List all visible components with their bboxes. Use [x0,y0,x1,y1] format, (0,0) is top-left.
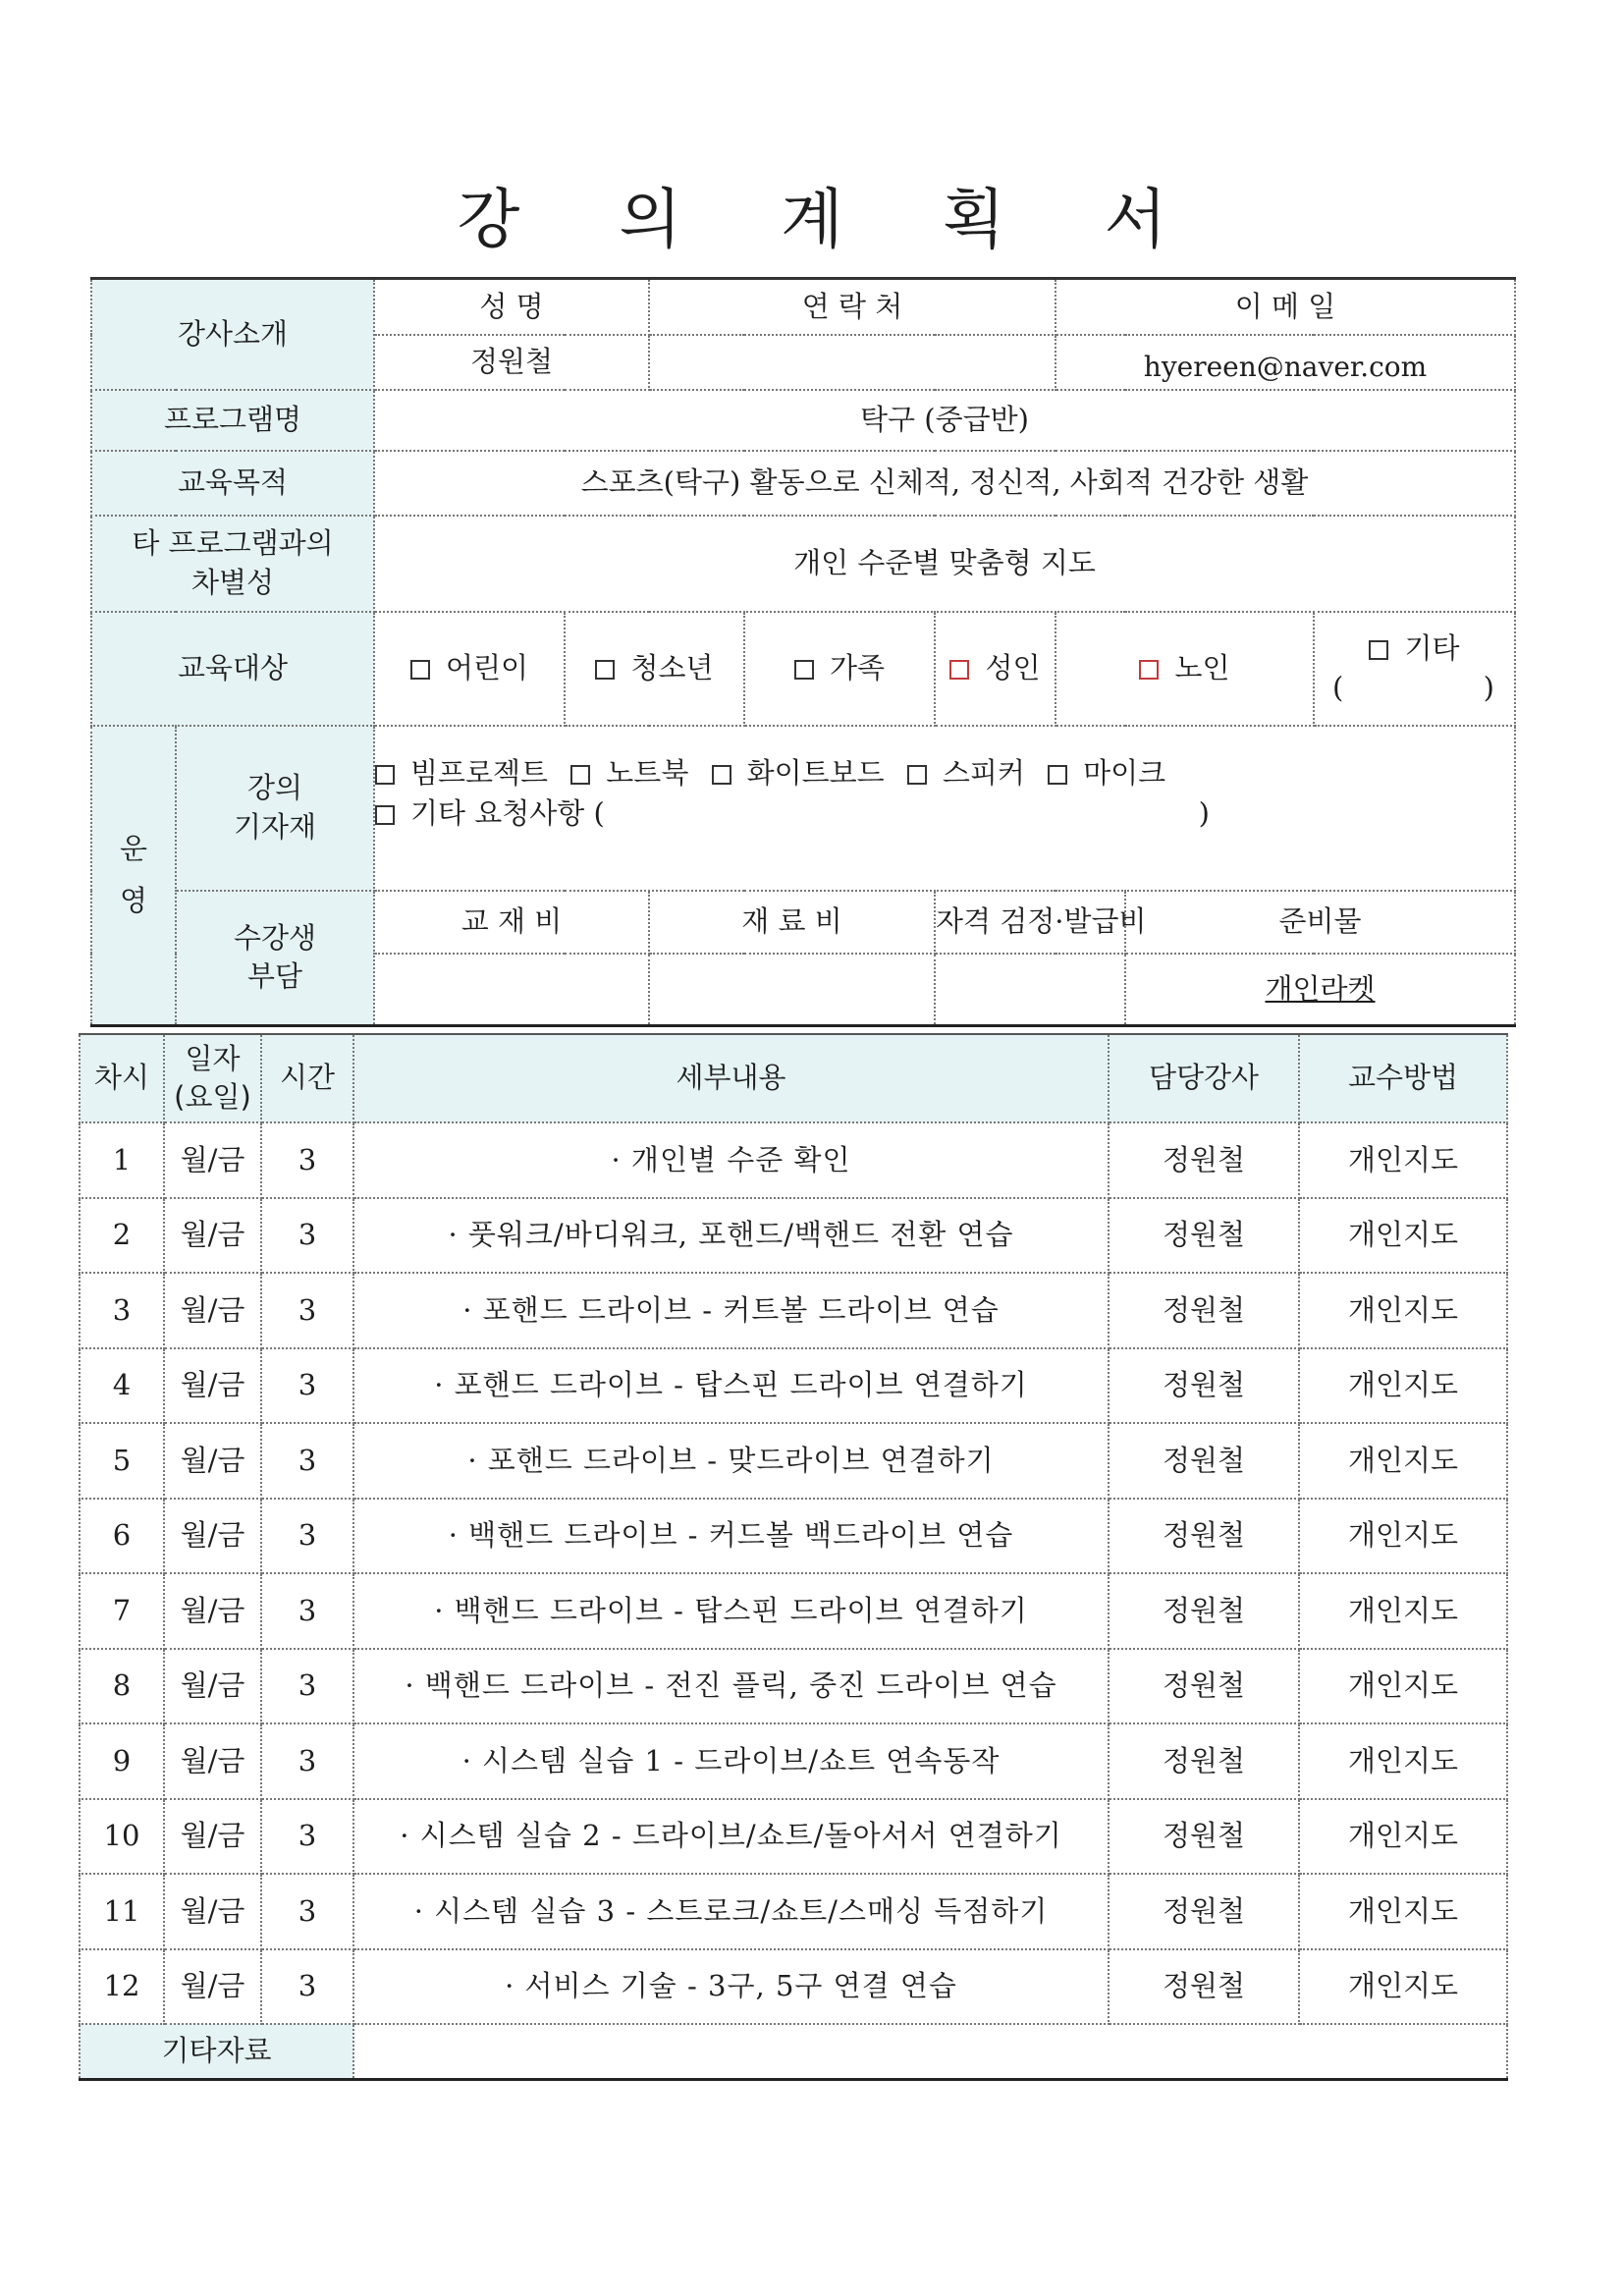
checkbox-icon[interactable] [1369,640,1388,660]
session-day: 월/금 [164,1348,261,1424]
session-detail: · 백핸드 드라이브 - 전진 플릭, 중진 드라이브 연습 [353,1649,1109,1724]
session-hours: 3 [261,1573,353,1649]
equipment-other-line[interactable] [375,793,1210,834]
session-instructor: 정원철 [1109,1499,1299,1574]
target-option-label: 노인 [1174,650,1230,684]
session-day: 월/금 [164,1649,261,1724]
session-detail: · 포핸드 드라이브 - 탑스핀 드라이브 연결하기 [353,1348,1109,1424]
checkbox-icon[interactable] [1048,765,1067,785]
target-option-label: 청소년 [630,650,714,684]
target-option-child[interactable] [374,612,565,726]
cost-header-certification: 자격 검정·발급비 [935,891,1125,954]
other-materials-value [353,2024,1507,2079]
cost-value-supplies: 개인라켓 [1125,954,1515,1026]
target-other-label: 기타 [1404,631,1460,666]
hours-header: 시간 [261,1034,353,1122]
schedule-row [80,1499,1507,1574]
checked-checkbox-icon[interactable] [1139,660,1159,680]
document-title: 강 의 계 획 서 [457,182,1207,257]
session-detail: · 포핸드 드라이브 - 커트볼 드라이브 연습 [353,1273,1109,1348]
schedule-row [80,1122,1507,1198]
instructor-name: 정원철 [374,335,649,390]
session-hours: 3 [261,1799,353,1875]
distinction-value: 개인 수준별 맞춤형 지도 [374,516,1515,612]
operation-label-line2: 영 [119,884,147,918]
equipment-option-whiteboard[interactable] [712,756,885,790]
equipment-option-label: 마이크 [1083,755,1166,790]
equipment-options [374,726,1515,891]
checkbox-icon[interactable] [375,805,395,825]
detail-header: 세부내용 [353,1034,1109,1122]
session-method: 개인지도 [1299,1649,1507,1724]
cost-label [176,891,374,1026]
session-instructor: 정원철 [1109,1723,1299,1799]
session-instructor: 정원철 [1109,1423,1299,1499]
schedule-row [80,1198,1507,1274]
checkbox-icon[interactable] [375,765,395,785]
session-number: 3 [80,1273,164,1348]
equipment-label-line1: 강의 [246,771,303,805]
equipment-option-label: 스피커 [942,755,1025,790]
session-number: 7 [80,1573,164,1649]
session-instructor: 정원철 [1109,1198,1299,1274]
session-day: 월/금 [164,1799,261,1875]
equipment-line [375,753,1514,793]
schedule-table [79,1033,1508,2081]
lecture-info-table [90,277,1516,1027]
cost-value-material [649,954,935,1026]
session-instructor: 정원철 [1109,1348,1299,1424]
program-name: 탁구 (중급반) [374,390,1515,451]
session-method: 개인지도 [1299,1273,1507,1348]
goal-label: 교육목적 [91,451,374,516]
session-header: 차시 [80,1034,164,1122]
session-hours: 3 [261,1499,353,1574]
date-header-line1: 일자 [185,1041,241,1075]
instructor-contact [649,335,1056,390]
instructor-header: 담당강사 [1109,1034,1299,1122]
target-other-close: ) [1483,670,1494,704]
session-instructor: 정원철 [1109,1649,1299,1724]
session-method: 개인지도 [1299,1348,1507,1424]
cost-label-line2: 부담 [246,959,303,994]
session-hours: 3 [261,1874,353,1949]
cost-label-line1: 수강생 [233,921,317,956]
equipment-option-label: 노트북 [606,755,689,790]
session-method: 개인지도 [1299,1423,1507,1499]
session-detail: · 서비스 기술 - 3구, 5구 연결 연습 [353,1949,1109,2025]
session-day: 월/금 [164,1874,261,1949]
schedule-row [80,1949,1507,2025]
equipment-option-microphone[interactable] [1048,756,1165,790]
schedule-row [80,1723,1507,1799]
session-instructor: 정원철 [1109,1799,1299,1875]
session-method: 개인지도 [1299,1122,1507,1198]
session-hours: 3 [261,1348,353,1424]
session-hours: 3 [261,1273,353,1348]
session-hours: 3 [261,1423,353,1499]
equipment-option-label: 화이트보드 [746,755,885,790]
session-detail: · 시스템 실습 3 - 스트로크/쇼트/스매싱 득점하기 [353,1874,1109,1949]
session-day: 월/금 [164,1423,261,1499]
session-number: 12 [80,1949,164,2025]
session-number: 9 [80,1723,164,1799]
checkbox-icon[interactable] [712,765,731,785]
name-header: 성 명 [374,279,649,335]
checkbox-icon[interactable] [907,765,927,785]
cost-value-certification [935,954,1125,1026]
distinction-label-line2: 차별성 [190,565,275,599]
schedule-row [80,1348,1507,1424]
session-detail: · 시스템 실습 1 - 드라이브/쇼트 연속동작 [353,1723,1109,1799]
distinction-label-line1: 타 프로그램과의 [132,526,334,561]
target-other-open: ( [1332,670,1344,704]
checked-checkbox-icon[interactable] [949,660,969,680]
date-header [164,1034,261,1122]
schedule-row [80,1874,1507,1949]
target-option-adult[interactable] [935,612,1056,726]
equipment-option-projector[interactable] [375,756,548,790]
session-hours: 3 [261,1949,353,2025]
session-number: 2 [80,1198,164,1274]
session-hours: 3 [261,1122,353,1198]
session-day: 월/금 [164,1949,261,2025]
target-label: 교육대상 [91,612,374,726]
target-option-other[interactable] [1314,612,1515,726]
session-number: 8 [80,1649,164,1724]
session-number: 11 [80,1874,164,1949]
cost-value-textbook [374,954,649,1026]
checkbox-icon[interactable] [794,660,814,680]
session-day: 월/금 [164,1573,261,1649]
session-method: 개인지도 [1299,1874,1507,1949]
operation-label-line1: 운 [119,832,147,866]
session-day: 월/금 [164,1122,261,1198]
distinction-label [91,516,374,612]
instructor-label: 강사소개 [91,279,374,390]
equipment-other-label: 기타 요청사항 ( [410,795,605,830]
session-number: 1 [80,1122,164,1198]
session-hours: 3 [261,1649,353,1724]
session-method: 개인지도 [1299,1949,1507,2025]
schedule-row [80,1649,1507,1724]
target-option-label: 성인 [985,650,1041,684]
cost-header-textbook: 교 재 비 [374,891,649,954]
equipment-option-laptop[interactable] [570,756,688,790]
date-header-line2: (요일) [174,1080,251,1114]
target-option-label: 가족 [829,650,886,684]
session-day: 월/금 [164,1499,261,1574]
session-hours: 3 [261,1198,353,1274]
schedule-row [80,1799,1507,1875]
session-instructor: 정원철 [1109,1874,1299,1949]
schedule-row [80,1273,1507,1348]
equipment-label-line2: 기자재 [233,809,317,844]
checkbox-icon[interactable] [410,660,430,680]
session-detail: · 포핸드 드라이브 - 맞드라이브 연결하기 [353,1423,1109,1499]
goal-value: 스포츠(탁구) 활동으로 신체적, 정신적, 사회적 건강한 생활 [374,451,1515,516]
equipment-label [176,726,374,891]
session-instructor: 정원철 [1109,1573,1299,1649]
session-number: 4 [80,1348,164,1424]
session-day: 월/금 [164,1273,261,1348]
instructor-email: hyereen@naver.com [1056,335,1515,390]
target-option-label: 어린이 [445,650,529,684]
session-hours: 3 [261,1723,353,1799]
cost-header-supplies: 준비물 [1125,891,1515,954]
session-method: 개인지도 [1299,1573,1507,1649]
target-option-family[interactable] [744,612,935,726]
session-method: 개인지도 [1299,1198,1507,1274]
other-materials-label: 기타자료 [80,2024,353,2079]
program-label: 프로그램명 [91,390,374,451]
session-detail: · 시스템 실습 2 - 드라이브/쇼트/돌아서서 연결하기 [353,1799,1109,1875]
schedule-row [80,1573,1507,1649]
equipment-option-speaker[interactable] [907,756,1025,790]
cost-header-material: 재 료 비 [649,891,935,954]
operation-label [91,726,176,1026]
session-number: 10 [80,1799,164,1875]
target-option-senior[interactable] [1056,612,1314,726]
target-option-youth[interactable] [565,612,744,726]
schedule-body [80,1122,1507,2024]
session-detail: · 백핸드 드라이브 - 탑스핀 드라이브 연결하기 [353,1573,1109,1649]
session-number: 6 [80,1499,164,1574]
email-header: 이 메 일 [1056,279,1515,335]
session-number: 5 [80,1423,164,1499]
session-method: 개인지도 [1299,1799,1507,1875]
session-detail: · 개인별 수준 확인 [353,1122,1109,1198]
method-header: 교수방법 [1299,1034,1507,1122]
contact-header: 연 락 처 [649,279,1056,335]
session-instructor: 정원철 [1109,1273,1299,1348]
equipment-other-close: ) [1198,795,1210,830]
session-day: 월/금 [164,1723,261,1799]
checkbox-icon[interactable] [570,765,590,785]
session-method: 개인지도 [1299,1723,1507,1799]
session-instructor: 정원철 [1109,1122,1299,1198]
session-instructor: 정원철 [1109,1949,1299,2025]
session-method: 개인지도 [1299,1499,1507,1574]
checkbox-icon[interactable] [595,660,615,680]
session-detail: · 백핸드 드라이브 - 커드볼 백드라이브 연습 [353,1499,1109,1574]
schedule-row [80,1423,1507,1499]
session-day: 월/금 [164,1198,261,1274]
equipment-option-label: 빔프로젝트 [410,755,549,790]
session-detail: · 풋워크/바디워크, 포핸드/백핸드 전환 연습 [353,1198,1109,1274]
